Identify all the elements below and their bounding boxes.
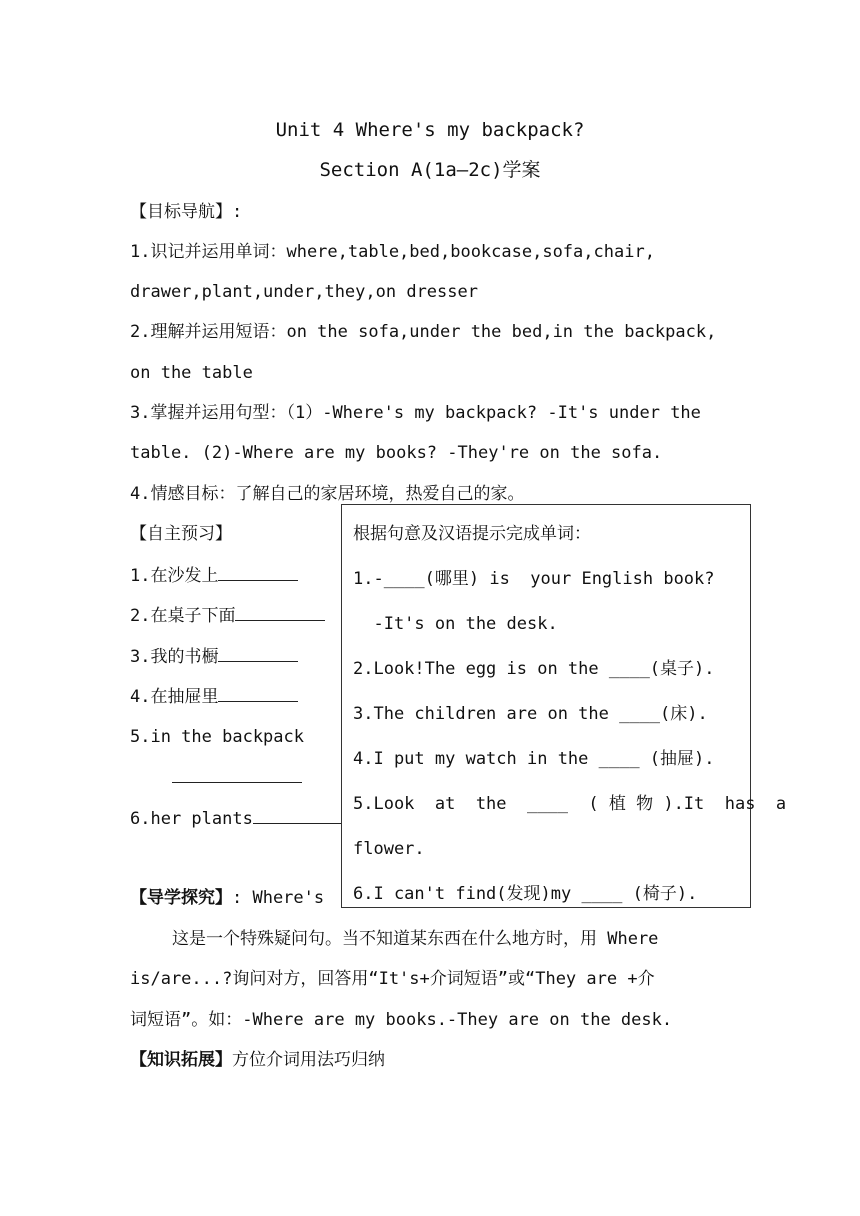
exercise-question-4: 4.I put my watch in the ____ (抽屉). (353, 749, 715, 769)
preview-item: 3.我的书橱 (130, 645, 298, 668)
goals-line-2: drawer,plant,under,they,on dresser (130, 282, 478, 302)
exercise-box (341, 504, 787, 908)
explore-paragraph-3: 词短语”。如：-Where are my books.-They are on the desk. (130, 1010, 673, 1030)
extension-heading: 【知识拓展】 (130, 1050, 232, 1070)
exercise-question-5-cont: flower. (353, 839, 425, 859)
exercise-answer-1: -It's on the desk. (353, 614, 558, 634)
answer-blank[interactable] (218, 645, 298, 662)
goals-line-3: 2.理解并运用短语：on the sofa,under the bed,in the backpack, (130, 322, 717, 342)
explore-heading: 【导学探究】 (130, 888, 232, 908)
exercise-question-3: 3.The children are on the ____(床). (353, 704, 708, 724)
answer-blank[interactable] (172, 766, 302, 783)
goals-heading: 【目标导航】: (130, 202, 243, 222)
preview-item: 4.在抽屉里 (130, 685, 298, 708)
exercise-question-1: 1.-____(哪里) is your English book? (353, 569, 715, 589)
goals-line-4: on the table (130, 363, 253, 383)
preview-item: 5.in the backpack (130, 727, 304, 747)
answer-blank[interactable] (218, 564, 298, 581)
preview-item: 6.her plants (130, 807, 343, 830)
explore-paragraph-2: is/are...?询问对方，回答用“It's+介词短语”或“They are +介 (130, 969, 655, 989)
exercise-question-5: 5.Look at the ____ ( 植 物 ).It has a (353, 794, 787, 814)
page-subtitle: Section A(1a—2c)学案 (319, 159, 541, 181)
goals-line-7: 4.情感目标：了解自己的家居环境，热爱自己的家。 (130, 484, 525, 504)
exercise-question-2: 2.Look!The egg is on the ____(桌子). (353, 659, 715, 679)
explore-line: 【导学探究】: Where's (130, 888, 325, 908)
page-title: Unit 4 Where's my backpack? (275, 119, 585, 141)
answer-blank[interactable] (235, 604, 325, 621)
extension-line: 【知识拓展】方位介词用法巧归纳 (130, 1050, 385, 1070)
goals-line-1: 1.识记并运用单词：where,table,bed,bookcase,sofa,chair, (130, 242, 655, 262)
goals-line-5: 3.掌握并运用句型：（1）-Where's my backpack? -It's under the (130, 403, 701, 423)
explore-paragraph-1: 这是一个特殊疑问句。当不知道某东西在什么地方时，用 Where (172, 929, 659, 949)
preview-item: 1.在沙发上 (130, 564, 298, 587)
answer-blank[interactable] (253, 807, 343, 824)
answer-blank[interactable] (218, 685, 298, 702)
goals-line-6: table. (2)-Where are my books? -They're on the sofa. (130, 443, 663, 463)
preview-item: 2.在桌子下面 (130, 604, 325, 627)
exercise-question-6: 6.I can't find(发现)my ____ (椅子). (353, 884, 698, 904)
preview-heading: 【自主预习】 (130, 524, 232, 544)
exercise-heading: 根据句意及汉语提示完成单词： (353, 524, 591, 544)
